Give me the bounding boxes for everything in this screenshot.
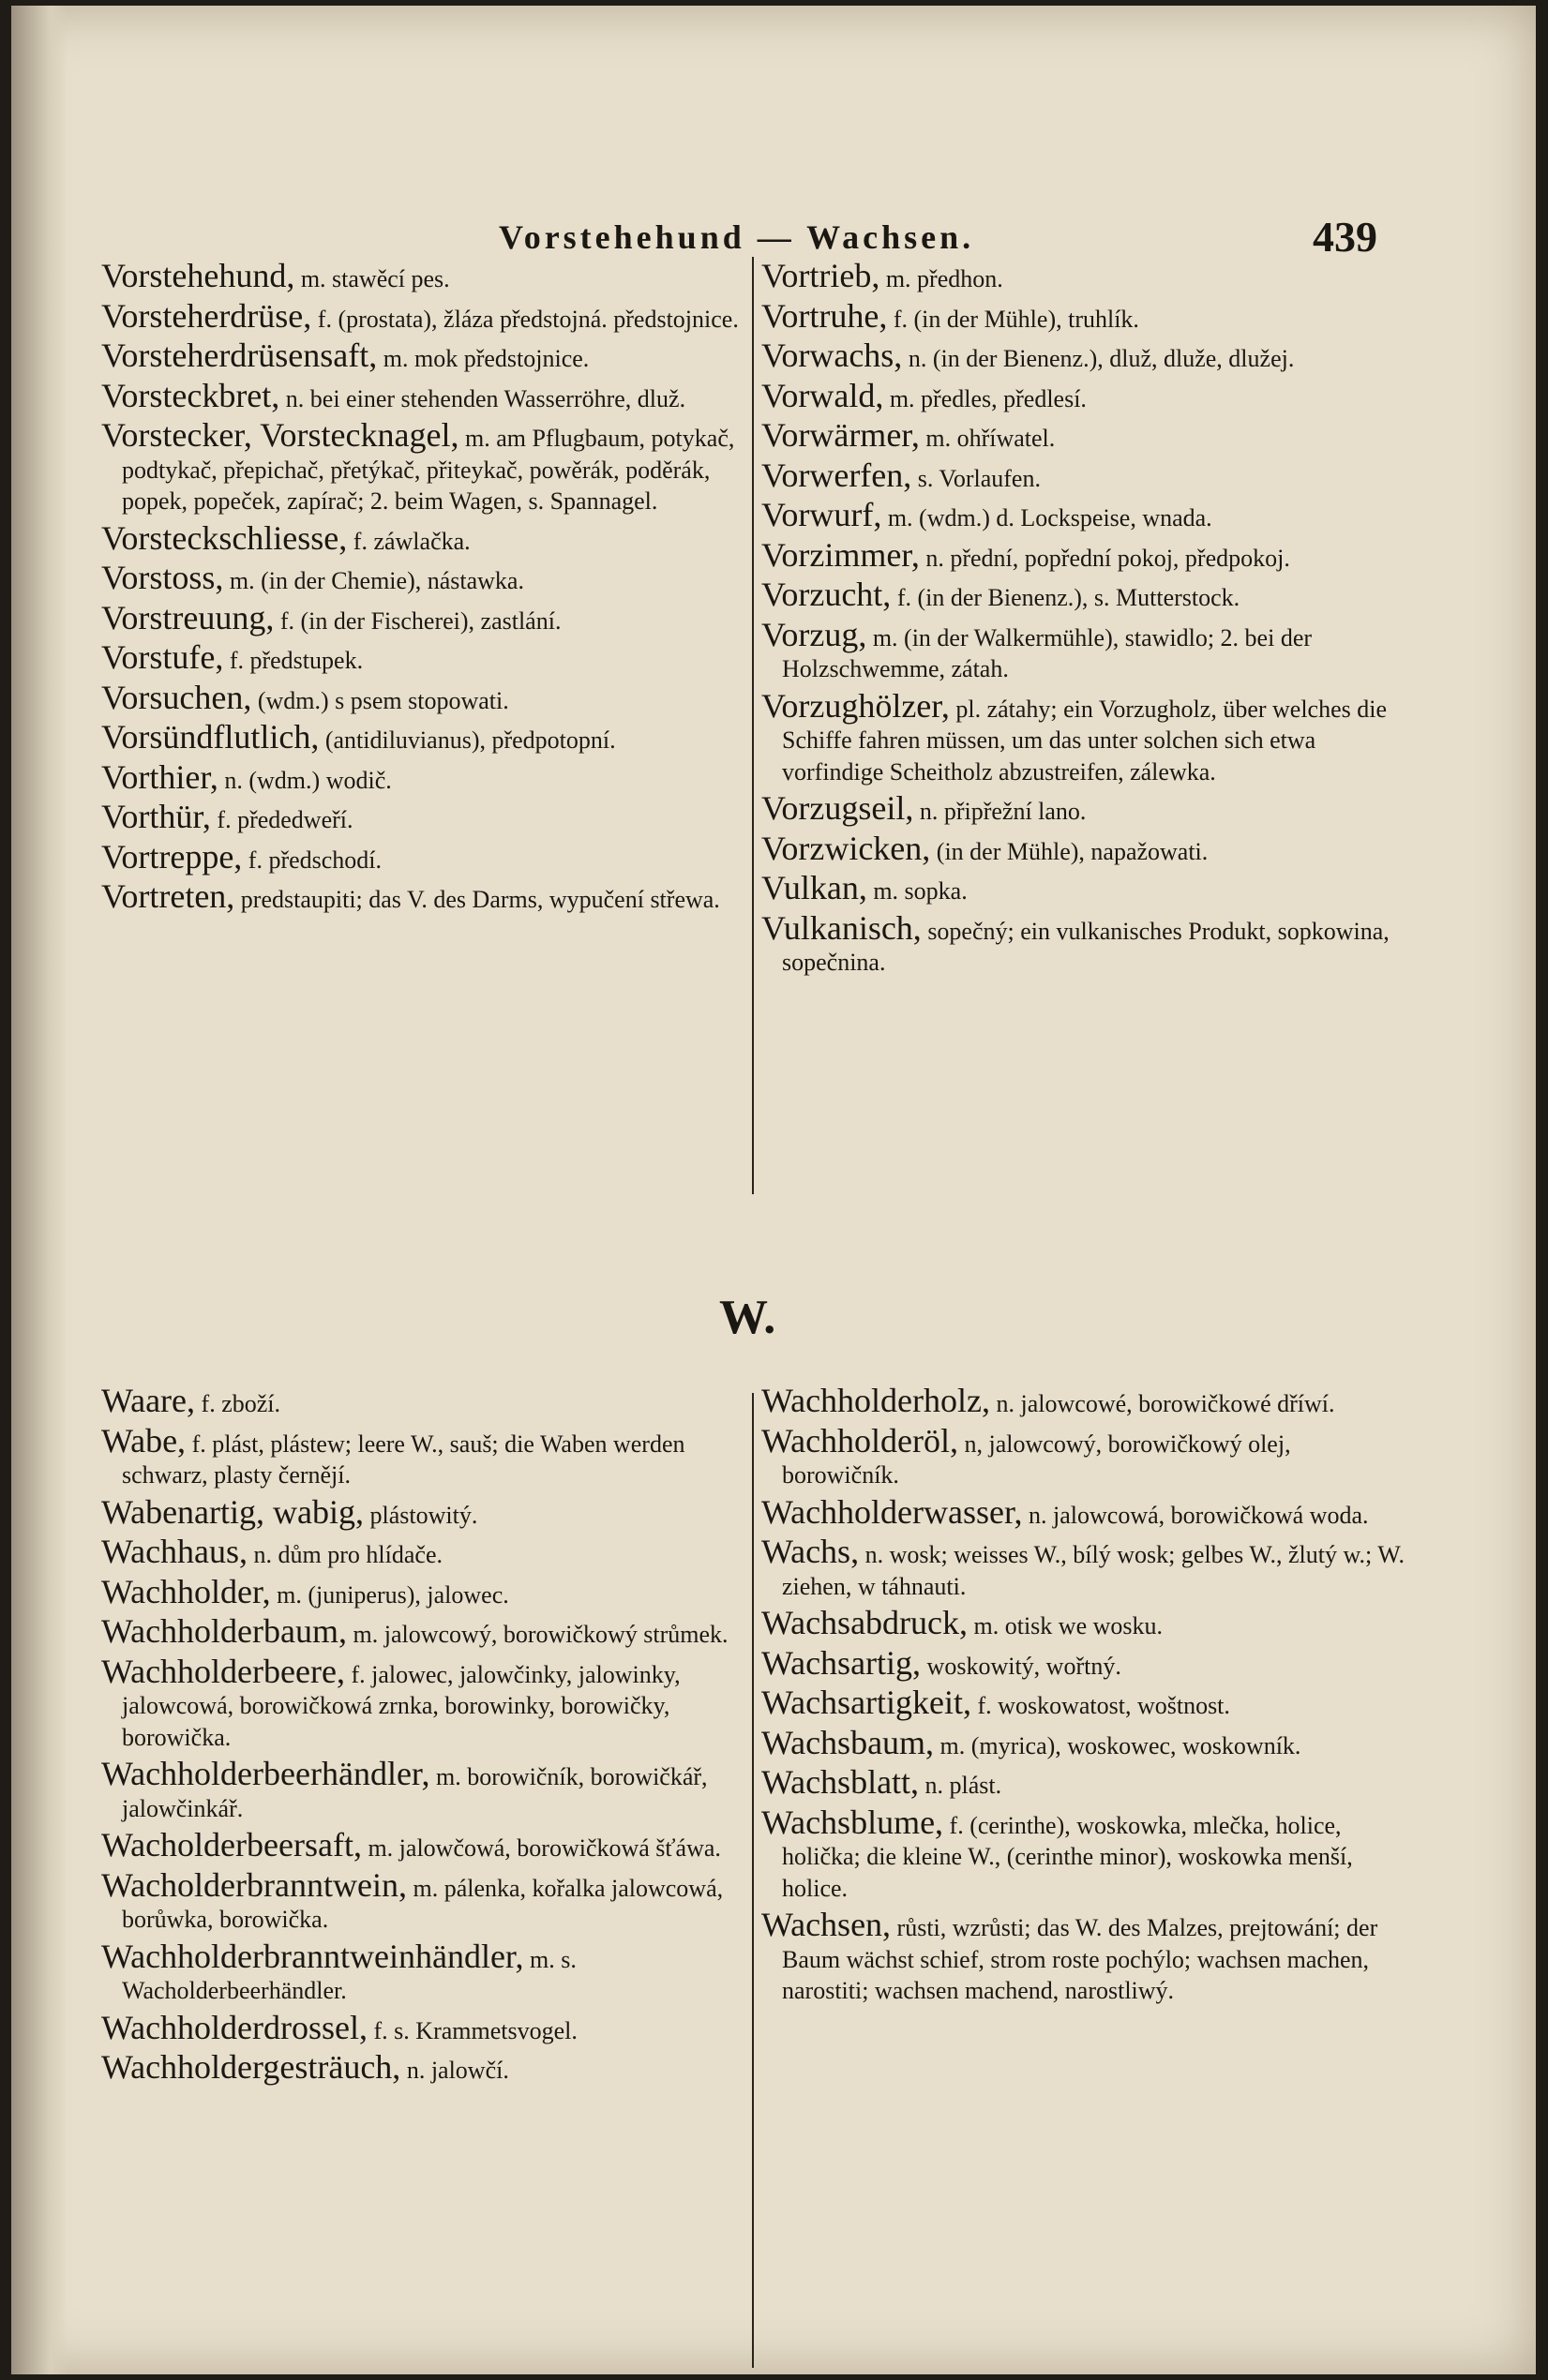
- entry-definition: f. plást, plástew; leere W., sauš; die Waben werden schwarz, plasty černějí.: [122, 1429, 685, 1489]
- book-gutter-shadow: [11, 6, 68, 2374]
- column-top-right: [761, 257, 1408, 984]
- dictionary-entry: [101, 518, 739, 558]
- entry-headword: Vorthür,: [101, 798, 211, 835]
- dictionary-entry: [761, 1421, 1408, 1491]
- entry-definition: n. (in der Bienenz.), dluž, dluže, dlužej.: [902, 345, 1295, 372]
- dictionary-entry: [101, 1382, 748, 1420]
- entry-definition: f. jalowec, jalowčinky, jalowinky, jalowcowá, borowičkowá zrnka, borowinky, borowičky, borowička.: [122, 1660, 681, 1751]
- entry-definition: f. (cerinthe), woskowka, mlečka, holice, holička; die kleine W., (cerinthe minor), woskowka menší, holice.: [782, 1811, 1353, 1902]
- entry-definition: woskowitý, wořtný.: [921, 1652, 1121, 1680]
- dictionary-entry: [761, 686, 1408, 788]
- entry-definition: m. předles, předlesí.: [883, 384, 1087, 412]
- dictionary-entry: [101, 598, 739, 637]
- entry-definition: m. ohříwatel.: [919, 425, 1056, 452]
- entry-headword: Wachholderholz,: [761, 1382, 991, 1419]
- entry-headword: Wachholderbeere,: [101, 1652, 345, 1690]
- entry-definition: n, jalowcowý, borowičkowý olej, borowičník.: [782, 1429, 1291, 1489]
- dictionary-entry: [101, 257, 739, 295]
- dictionary-entry: [761, 1533, 1408, 1602]
- dictionary-entry: [761, 1723, 1408, 1762]
- dictionary-entry: [761, 1382, 1408, 1420]
- entry-headword: Vorzimmer,: [761, 535, 920, 574]
- entry-headword: Wabe,: [101, 1421, 187, 1459]
- entry-definition: predstaupiti; das V. des Darms, wypučení střewa.: [234, 886, 720, 913]
- dictionary-entry: [101, 678, 739, 717]
- entry-definition: m. předhon.: [879, 265, 1003, 292]
- entry-headword: Vorstoss,: [101, 559, 224, 596]
- entry-headword: Vorstreuung,: [101, 598, 275, 636]
- entry-headword: Vorzughölzer,: [761, 686, 950, 725]
- page-number: 439: [1313, 213, 1377, 261]
- entry-headword: Wachsabdruck,: [761, 1604, 969, 1641]
- dictionary-entry: [101, 2048, 748, 2087]
- entry-headword: Vorwachs,: [761, 337, 903, 374]
- dictionary-entry: [761, 496, 1408, 534]
- dictionary-entry: [101, 1421, 748, 1491]
- entry-definition: n. (wdm.) wodič.: [218, 766, 392, 794]
- dictionary-entry: [761, 1803, 1408, 1905]
- entry-headword: Vorsteckschliesse,: [101, 518, 348, 557]
- dictionary-entry: [101, 1755, 748, 1824]
- dictionary-entry: [761, 376, 1408, 415]
- entry-headword: Vorwald,: [761, 376, 884, 414]
- entry-definition: m. pálenka, kořalka jalowcowá, borůwka, borowička.: [122, 1874, 724, 1933]
- entry-headword: Vorzucht,: [761, 576, 892, 613]
- dictionary-entry: [761, 829, 1408, 868]
- entry-definition: f. (in der Mühle), truhlík.: [887, 305, 1139, 333]
- entry-definition: m. (in der Chemie), nástawka.: [223, 567, 524, 594]
- entry-definition: m. am Pflugbaum, potykač, podtykač, přepichač, přetýkač, přiteykač, powěrák, poděrák, popek, popeček, zapírač; 2. beim Wagen, s. Spannagel.: [122, 425, 735, 515]
- dictionary-entry: [761, 908, 1408, 979]
- entry-definition: n. wosk; weisses W., bílý wosk; gelbes W., žlutý w.; W. ziehen, w táhnauti.: [782, 1541, 1405, 1600]
- entry-definition: růsti, wzrůsti; das W. des Malzes, prejtowání; der Baum wächst schief, strom roste pochýlo; wachsen machen, narostiti; wachsen machend, narostliwý.: [782, 1914, 1378, 2004]
- dictionary-entry: [761, 337, 1408, 375]
- entry-definition: f. (in der Fischerei), zastlání.: [274, 606, 562, 635]
- entry-definition: f. s. Krammetsvogel.: [368, 2016, 578, 2044]
- entry-definition: s. Vorlaufen.: [911, 464, 1041, 492]
- dictionary-entry: [101, 1533, 748, 1571]
- dictionary-entry: [101, 337, 739, 375]
- entry-definition: m. otisk we wosku.: [968, 1612, 1164, 1639]
- entry-definition: f. zboží.: [195, 1390, 280, 1417]
- entry-headword: Vorsteherdrüsensaft,: [101, 337, 378, 374]
- column-bottom-right: [761, 1382, 1408, 2013]
- dictionary-entry: [761, 1643, 1408, 1683]
- entry-headword: Wachsblatt,: [761, 1763, 920, 1801]
- dictionary-entry: [101, 559, 739, 597]
- entry-headword: Wachholder,: [101, 1572, 271, 1610]
- entry-definition: f. (in der Bienenz.), s. Mutterstock.: [891, 584, 1240, 611]
- entry-headword: Vulkan,: [761, 869, 867, 906]
- section-letter-heading: W.: [719, 1291, 776, 1344]
- dictionary-entry: [101, 1865, 748, 1936]
- column-top-left: [101, 257, 739, 921]
- entry-headword: Vorsuchen,: [101, 678, 252, 716]
- dictionary-entry: [101, 416, 739, 517]
- entry-definition: m. (wdm.) d. Lockspeise, wnada.: [881, 504, 1212, 531]
- entry-headword: Wachholderwasser,: [761, 1492, 1023, 1531]
- entry-headword: Wachholderöl,: [761, 1421, 959, 1459]
- dictionary-entry: [101, 837, 739, 876]
- entry-definition: n. jalowčí.: [400, 2057, 509, 2084]
- entry-headword: Wachhaus,: [101, 1533, 248, 1570]
- entry-definition: n. jalowcowá, borowičkowá woda.: [1022, 1501, 1369, 1529]
- entry-headword: Vortruhe,: [761, 296, 888, 335]
- entry-definition: m. s. Wacholderbeerhändler.: [122, 1945, 577, 2004]
- dictionary-entry: [761, 535, 1408, 575]
- entry-headword: Vortrieb,: [761, 257, 880, 294]
- dictionary-entry: [101, 1612, 748, 1651]
- entry-definition: f. záwlačka.: [347, 527, 471, 555]
- entry-headword: Wachsbaum,: [761, 1723, 935, 1761]
- entry-definition: f. přededweří.: [210, 806, 353, 833]
- entry-definition: f. woskowatost, woštnost.: [971, 1692, 1230, 1719]
- entry-headword: Vorstufe,: [101, 638, 224, 676]
- entry-headword: Wabenartig, wabig,: [101, 1492, 365, 1531]
- entry-headword: Wachholderbaum,: [101, 1612, 348, 1650]
- entry-headword: Vorstehehund,: [101, 257, 295, 294]
- dictionary-entry: [761, 1906, 1408, 2007]
- entry-definition: n. připřežní lano.: [913, 798, 1087, 825]
- entry-headword: Vorwurf,: [761, 496, 882, 533]
- dictionary-entry: [761, 869, 1408, 907]
- entry-headword: Vorwärmer,: [761, 416, 920, 454]
- entry-headword: Vorzugseil,: [761, 789, 914, 827]
- entry-headword: Wachsartigkeit,: [761, 1684, 972, 1721]
- entry-headword: Vortreten,: [101, 877, 235, 915]
- dictionary-entry: [101, 638, 739, 677]
- entry-headword: Vorsündflutlich,: [101, 718, 320, 756]
- entry-headword: Waare,: [101, 1382, 196, 1419]
- entry-definition: n. přední, popřední pokoj, předpokoj.: [919, 544, 1290, 572]
- dictionary-entry: [761, 456, 1408, 495]
- column-divider-top: [752, 257, 754, 1194]
- dictionary-entry: [761, 416, 1408, 455]
- entry-definition: pl. zátahy; ein Vorzugholz, über welches die Schiffe fahren müssen, um das unter solchen sich etwa vorfindige Scheitholz abzustreifen, zálewka.: [782, 695, 1388, 786]
- column-bottom-left: [101, 1382, 748, 2092]
- entry-headword: Wachholderbeerhändler,: [101, 1755, 430, 1792]
- dictionary-entry: [101, 1937, 748, 2007]
- dictionary-entry: [761, 1492, 1408, 1532]
- dictionary-entry: [761, 1684, 1408, 1722]
- entry-headword: Wachsartig,: [761, 1643, 922, 1682]
- entry-definition: n. bei einer stehenden Wasserröhre, dluž.: [279, 384, 686, 412]
- entry-definition: plástowitý.: [364, 1501, 478, 1529]
- dictionary-entry: [761, 257, 1408, 295]
- entry-headword: Wachholderdrossel,: [101, 2008, 368, 2046]
- entry-definition: f. (prostata), žláza předstojná. předstojnice.: [311, 305, 739, 333]
- dictionary-entry: [761, 1763, 1408, 1802]
- entry-headword: Vorzug,: [761, 615, 867, 653]
- entry-definition: (antidiluvianus), předpotopní.: [319, 726, 616, 754]
- entry-headword: Vorsteherdrüse,: [101, 296, 312, 335]
- entry-definition: (wdm.) s psem stopowati.: [251, 686, 509, 714]
- entry-headword: Vorwerfen,: [761, 456, 912, 494]
- entry-definition: (in der Mühle), napažowati.: [930, 837, 1209, 865]
- entry-definition: f. předstupek.: [223, 647, 364, 674]
- dictionary-entry: [101, 798, 739, 836]
- entry-definition: m. borowičník, borowičkář, jalowčinkář.: [122, 1763, 708, 1822]
- dictionary-entry: [101, 718, 739, 756]
- dictionary-entry: [101, 376, 739, 415]
- entry-definition: n. plást.: [919, 1772, 1002, 1799]
- dictionary-entry: [761, 1604, 1408, 1642]
- dictionary-entry: [101, 1492, 748, 1532]
- dictionary-page: [11, 6, 1536, 2374]
- entry-definition: n. dům pro hlídače.: [248, 1541, 443, 1568]
- column-divider-bottom: [752, 1393, 754, 2368]
- entry-headword: Wacholderbranntwein,: [101, 1865, 407, 1904]
- entry-headword: Wachs,: [761, 1533, 860, 1570]
- dictionary-entry: [101, 877, 739, 916]
- dictionary-entry: [101, 1572, 748, 1611]
- entry-headword: Wachholderbranntweinhändler,: [101, 1937, 524, 1975]
- dictionary-entry: [761, 576, 1408, 614]
- running-head: Vorstehehund — Wachsen.: [499, 218, 975, 256]
- entry-headword: Vorsteckbret,: [101, 376, 280, 414]
- entry-definition: m. mok předstojnice.: [377, 345, 590, 372]
- entry-headword: Vortreppe,: [101, 837, 243, 876]
- entry-headword: Vulkanisch,: [761, 908, 922, 947]
- dictionary-entry: [761, 296, 1408, 336]
- entry-headword: Wachholdergesträuch,: [101, 2048, 401, 2086]
- entry-headword: Wacholderbeersaft,: [101, 1826, 362, 1864]
- entry-definition: m. jalowcowý, borowičkowý strůmek.: [347, 1621, 729, 1648]
- entry-definition: m. (juniperus), jalowec.: [270, 1580, 509, 1609]
- entry-definition: m. sopka.: [866, 877, 968, 905]
- entry-definition: m. jalowčowá, borowičkowá šťáwa.: [361, 1834, 721, 1862]
- entry-definition: n. jalowcowé, borowičkowé dříwí.: [990, 1390, 1335, 1417]
- entry-definition: sopečný; ein vulkanisches Produkt, sopkowina, sopečnina.: [782, 917, 1390, 976]
- dictionary-entry: [761, 615, 1408, 685]
- dictionary-entry: [101, 1652, 748, 1754]
- dictionary-entry: [101, 757, 739, 797]
- dictionary-entry: [101, 296, 739, 336]
- dictionary-entry: [761, 789, 1408, 828]
- entry-definition: m. stawěcí pes.: [294, 265, 450, 292]
- dictionary-entry: [101, 2008, 748, 2047]
- entry-headword: Wachsen,: [761, 1906, 892, 1943]
- entry-definition: m. (in der Walkermühle), stawidlo; 2. bei der Holzschwemme, zátah.: [782, 623, 1313, 682]
- entry-headword: Vorthier,: [101, 757, 218, 796]
- entry-definition: f. předschodí.: [242, 846, 383, 874]
- entry-headword: Vorstecker, Vorstecknagel,: [101, 416, 459, 454]
- dictionary-entry: [101, 1826, 748, 1864]
- entry-headword: Vorzwicken,: [761, 829, 931, 867]
- entry-headword: Wachsblume,: [761, 1803, 944, 1841]
- entry-definition: m. (myrica), woskowec, woskowník.: [934, 1731, 1301, 1759]
